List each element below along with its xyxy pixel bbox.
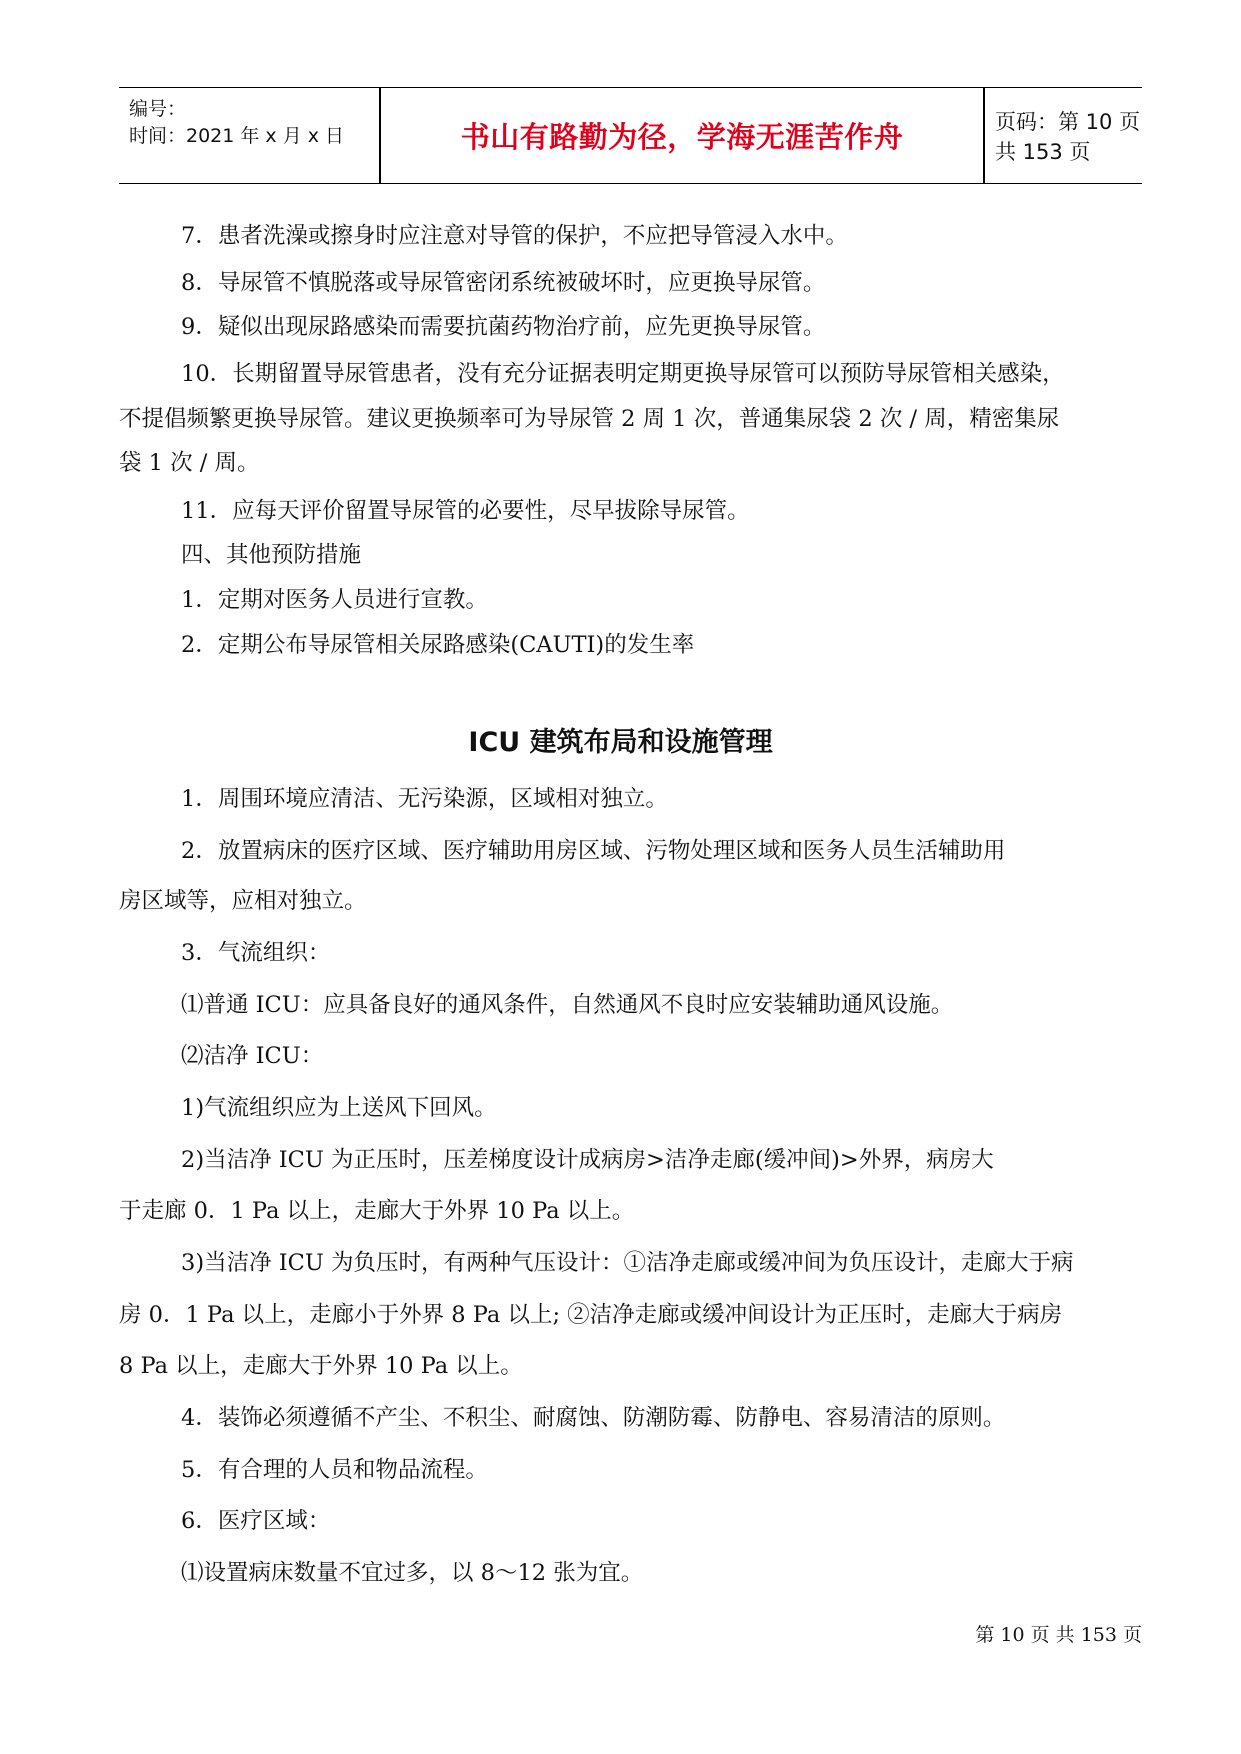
header-number-label: 编号：: [129, 98, 187, 120]
paragraph: 5．有合理的人员和物品流程。: [181, 1457, 488, 1483]
paragraph: 7．患者洗澡或擦身时应注意对导管的保护，不应把导管浸入水中。: [181, 223, 848, 249]
paragraph: ⑴普通 ICU：应具备良好的通风条件，自然通风不良时应安装辅助通风设施。: [181, 992, 954, 1018]
section-subheading: 四、其他预防措施: [181, 542, 362, 568]
paragraph: ⑵洁净 ICU：: [181, 1043, 324, 1069]
paragraph: 11．应每天评价留置导尿管的必要性，尽早拔除导尿管。: [181, 498, 750, 524]
paragraph: 1．定期对医务人员进行宣教。: [181, 587, 488, 613]
paragraph: 8．导尿管不慎脱落或导尿管密闭系统被破坏时，应更换导尿管。: [181, 270, 826, 296]
header-meta: [119, 88, 379, 183]
paragraph-continuation: 房 0．1 Pa 以上，走廊小于外界 8 Pa 以上; ②洁净走廊或缓冲间设计为正压时，走廊大于病房: [119, 1302, 1063, 1328]
paragraph: 6．医疗区域：: [181, 1508, 331, 1534]
page-footer: 第 10 页 共 153 页: [975, 1624, 1142, 1646]
paragraph: 2)当洁净 ICU 为正压时，压差梯度设计成病房>洁净走廊(缓冲间)>外界，病房大: [181, 1147, 994, 1173]
paragraph: 9．疑似出现尿路感染而需要抗菌药物治疗前，应先更换导尿管。: [181, 314, 826, 340]
paragraph: ⑴设置病床数量不宜过多，以 8～12 张为宜。: [181, 1560, 644, 1586]
header-motto: 书山有路勤为径，学海无涯苦作舟: [460, 120, 904, 154]
header-divider: [983, 88, 985, 183]
paragraph: 2．定期公布导尿管相关尿路感染(CAUTI)的发生率: [181, 632, 695, 658]
paragraph-continuation: 袋 1 次 / 周。: [119, 450, 260, 476]
paragraph-continuation: 于走廊 0．1 Pa 以上，走廊大于外界 10 Pa 以上。: [119, 1198, 635, 1224]
paragraph-continuation: 不提倡频繁更换导尿管。建议更换频率可为导尿管 2 周 1 次，普通集尿袋 2 次 / 周，精密集尿: [119, 406, 1060, 432]
header-time-label: 时间：2021 年 x 月 x 日: [129, 125, 345, 147]
header-page-info: 页码：第 10 页 共 153 页: [995, 109, 1141, 164]
paragraph: 10．长期留置导尿管患者，没有充分证据表明定期更换导尿管可以预防导尿管相关感染，: [181, 361, 1065, 387]
paragraph-continuation: 8 Pa 以上，走廊大于外界 10 Pa 以上。: [119, 1353, 523, 1379]
paragraph: 4．装饰必须遵循不产尘、不积尘、耐腐蚀、防潮防霉、防静电、容易清洁的原则。: [181, 1405, 1006, 1431]
paragraph: 1．周围环境应清洁、无污染源，区域相对独立。: [181, 786, 668, 812]
paragraph: 1)气流组织应为上送风下回风。: [181, 1095, 497, 1121]
paragraph: 2．放置病床的医疗区域、医疗辅助用房区域、污物处理区域和医务人员生活辅助用: [181, 838, 1006, 864]
paragraph-continuation: 房区域等，应相对独立。: [119, 888, 367, 914]
section-title: ICU 建筑布局和设施管理: [468, 727, 773, 758]
page-header: [119, 87, 1142, 184]
paragraph: 3)当洁净 ICU 为负压时，有两种气压设计：①洁净走廊或缓冲间为负压设计，走廊大于病: [181, 1250, 1074, 1276]
paragraph: 3．气流组织：: [181, 940, 331, 966]
